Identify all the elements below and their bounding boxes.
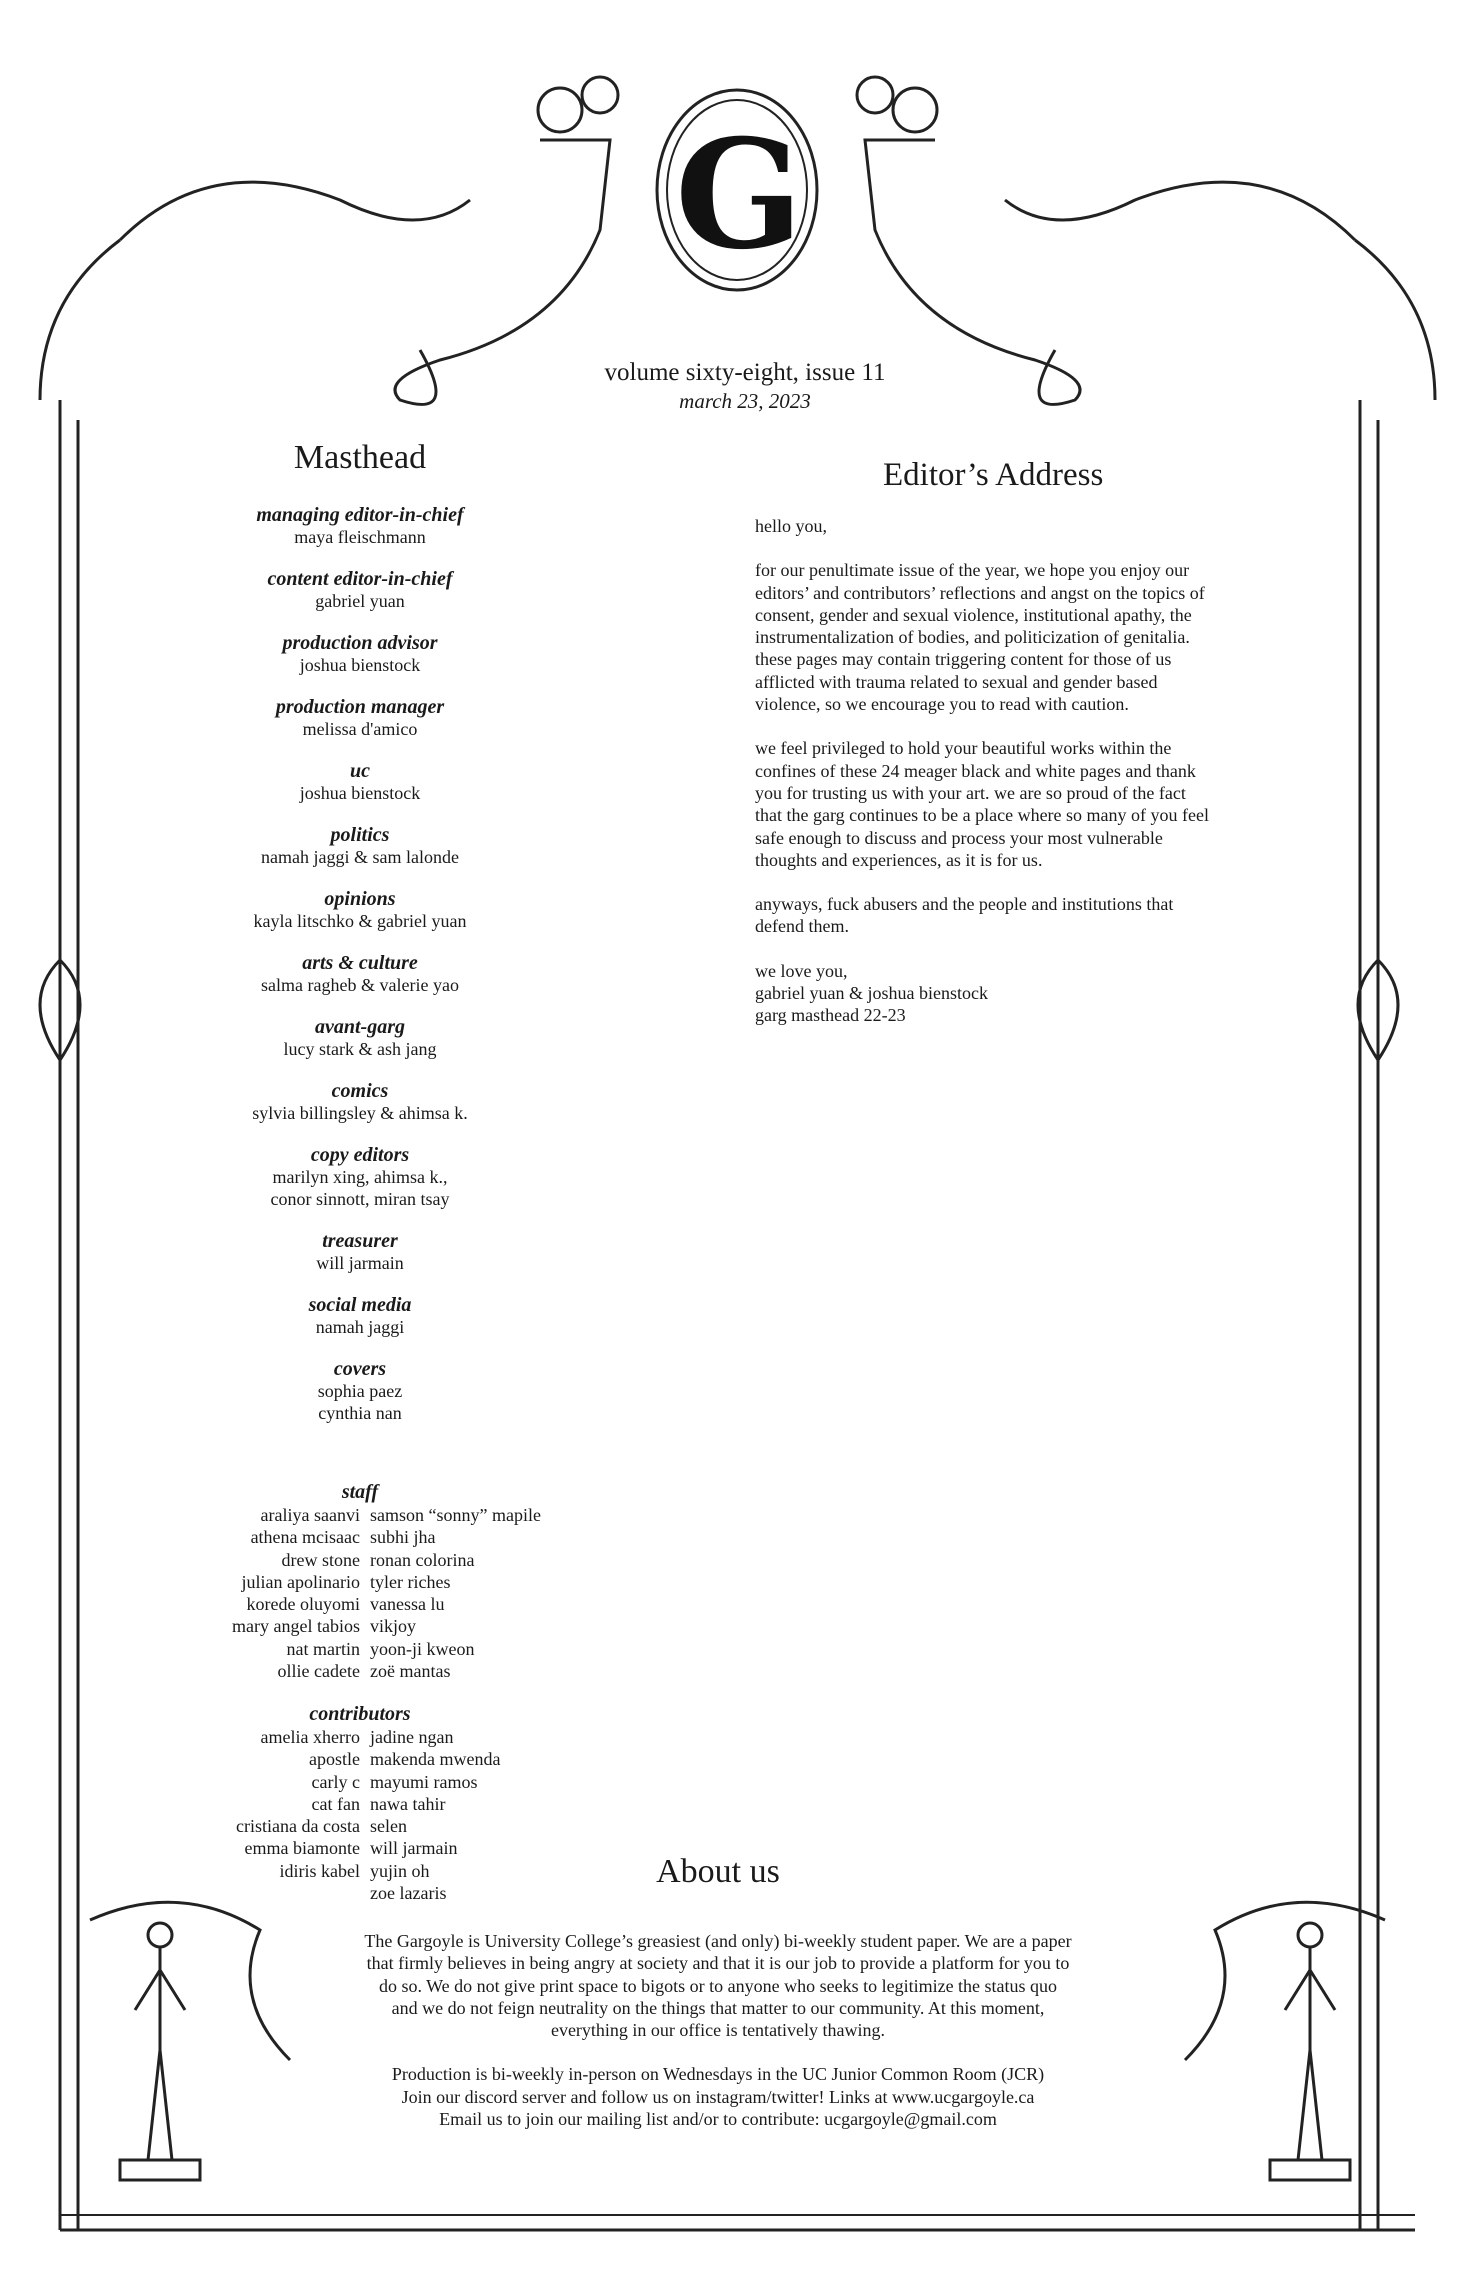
- editors-paragraph: we love you, gabriel yuan & joshua bienstock garg masthead 22-23: [755, 960, 988, 1026]
- role-title: production manager: [275, 696, 445, 718]
- role-names: will jarmain: [316, 1253, 404, 1273]
- masthead-role: [190, 568, 530, 612]
- person-name: zoe lazaris: [370, 1883, 447, 1904]
- person-name: korede oluyomi: [246, 1594, 360, 1615]
- masthead-role: [190, 1016, 530, 1060]
- masthead-role: [190, 1294, 530, 1338]
- issue-info: [530, 358, 960, 414]
- editors-paragraph: for our penultimate issue of the year, we hope you enjoy our editors’ and contributors’ reflections and angst on the topics of consent, gender and sexual violence, institutional apathy, the instrumentalization of bodies, and politicization of genitalia. these pages may contain triggering content for those of us afflicted with trauma related to sexual and gender based violence, so we encourage you to read with caution.: [755, 560, 1205, 715]
- person-name: nat martin: [286, 1638, 360, 1659]
- masthead-role: [190, 696, 530, 740]
- editors-paragraph: we feel privileged to hold your beautiful works within the confines of these 24 meager black and white pages and thank you for trusting us with your art. we are so proud of the fact that the garg continues to be a place where so many of you feel safe enough to discuss and process your most vulnerable thoughts and experiences, as it is for us.: [755, 738, 1210, 870]
- role-title: copy editors: [310, 1144, 410, 1166]
- masthead-role: [190, 1358, 530, 1424]
- person-name: idiris kabel: [279, 1860, 360, 1881]
- person-name: vikjoy: [370, 1616, 417, 1637]
- person-name: will jarmain: [370, 1838, 458, 1859]
- role-title: uc: [350, 760, 370, 782]
- role-title: politics: [330, 824, 390, 846]
- person-name: samson “sonny” mapile: [370, 1505, 541, 1525]
- role-names: maya fleischmann: [294, 527, 426, 547]
- role-names: kayla litschko & gabriel yuan: [253, 911, 467, 931]
- role-names: melissa d'amico: [302, 719, 418, 739]
- role-title: opinions: [324, 888, 396, 910]
- masthead-role: [190, 760, 530, 804]
- masthead-role: [190, 888, 530, 932]
- person-name: yujin oh: [370, 1860, 430, 1881]
- role-title: avant-garg: [315, 1016, 405, 1038]
- person-name: carly c: [311, 1771, 360, 1792]
- role-names: namah jaggi & sam lalonde: [261, 847, 459, 867]
- person-name: zoë mantas: [370, 1661, 451, 1682]
- person-name: athena mcisaac: [250, 1527, 360, 1548]
- role-title: comics: [331, 1080, 389, 1102]
- person-name: tyler riches: [370, 1571, 451, 1592]
- gargoyle-logo: G: [675, 107, 804, 283]
- person-name: mary angel tabios: [232, 1616, 360, 1637]
- role-names: namah jaggi: [315, 1317, 405, 1337]
- person-name: araliya saanvi: [260, 1505, 360, 1525]
- editors-paragraph: anyways, fuck abusers and the people and institutions that defend them.: [755, 894, 1174, 937]
- person-name: emma biamonte: [244, 1838, 360, 1859]
- person-name: yoon-ji kweon: [370, 1638, 475, 1659]
- role-title: production advisor: [282, 632, 438, 654]
- person-name: subhi jha: [370, 1527, 436, 1548]
- about-paragraph: Production is bi-weekly in-person on Wednesdays in the UC Junior Common Room (JCR) Join our discord server and follow us on instagram/twitter! Links at www.ucgargoyle.ca Email us to join our mailing list and/or to contribute: ucgargoyle@gmail.com: [391, 2064, 1045, 2130]
- person-name: cristiana da costa: [236, 1816, 360, 1837]
- about-paragraph: The Gargoyle is University College’s greasiest (and only) bi-weekly student paper. We are a paper that firmly believes in being angry at society and that it is our job to provide a platform for you to do so. We do not give print space to bigots or to anyone who seeks to legitimize the status quo and we do not feign neutrality on the things that matter to our community. At this moment, everything in our office is tentatively thawing.: [364, 1931, 1072, 2041]
- editors-address: [755, 455, 1275, 1049]
- role-title: covers: [333, 1358, 387, 1380]
- editors-address-heading: Editor’s Address: [883, 457, 1104, 493]
- person-name: amelia xherro: [260, 1727, 360, 1747]
- role-title: content editor-in-chief: [267, 568, 453, 590]
- role-title: arts & culture: [302, 952, 418, 974]
- person-name: ronan colorina: [370, 1549, 475, 1570]
- masthead-role: [190, 1080, 530, 1124]
- masthead-role: [190, 1144, 530, 1210]
- role-names: lucy stark & ash jang: [283, 1039, 437, 1059]
- role-names: joshua bienstock: [299, 655, 421, 675]
- issue-date: march 23, 2023: [679, 389, 811, 413]
- person-name: jadine ngan: [370, 1727, 454, 1747]
- role-names: sophia paez cynthia nan: [317, 1381, 403, 1423]
- masthead-role: [190, 952, 530, 996]
- person-name: nawa tahir: [370, 1793, 446, 1814]
- masthead-role: [190, 824, 530, 868]
- masthead-role: [190, 1230, 530, 1274]
- person-name: mayumi ramos: [370, 1771, 478, 1792]
- person-name: julian apolinario: [241, 1571, 360, 1592]
- role-names: sylvia billingsley & ahimsa k.: [252, 1103, 468, 1123]
- contributors-heading: contributors: [309, 1703, 411, 1725]
- role-names: joshua bienstock: [299, 783, 421, 803]
- staff-list: [190, 1480, 630, 1682]
- role-names: marilyn xing, ahimsa k., conor sinnott, miran tsay: [270, 1167, 450, 1209]
- role-names: salma ragheb & valerie yao: [261, 975, 459, 995]
- person-name: makenda mwenda: [370, 1749, 501, 1770]
- role-names: gabriel yuan: [315, 591, 405, 611]
- issue-volume: volume sixty-eight, issue 11: [604, 359, 886, 386]
- editors-paragraph: hello you,: [755, 516, 827, 536]
- person-name: vanessa lu: [370, 1594, 445, 1615]
- staff-heading: staff: [341, 1481, 379, 1503]
- role-title: managing editor-in-chief: [256, 504, 464, 526]
- masthead-role: [190, 504, 530, 548]
- about-us: [318, 1852, 1118, 2152]
- person-name: drew stone: [281, 1549, 360, 1570]
- person-name: cat fan: [311, 1793, 360, 1814]
- about-us-heading: About us: [656, 1853, 780, 1890]
- masthead-role: [190, 632, 530, 676]
- masthead-heading: Masthead: [293, 439, 427, 476]
- person-name: apostle: [309, 1749, 360, 1770]
- person-name: ollie cadete: [277, 1661, 360, 1682]
- role-title: treasurer: [322, 1230, 398, 1252]
- role-title: social media: [308, 1294, 412, 1316]
- masthead-section: [190, 438, 530, 1444]
- person-name: selen: [370, 1816, 407, 1837]
